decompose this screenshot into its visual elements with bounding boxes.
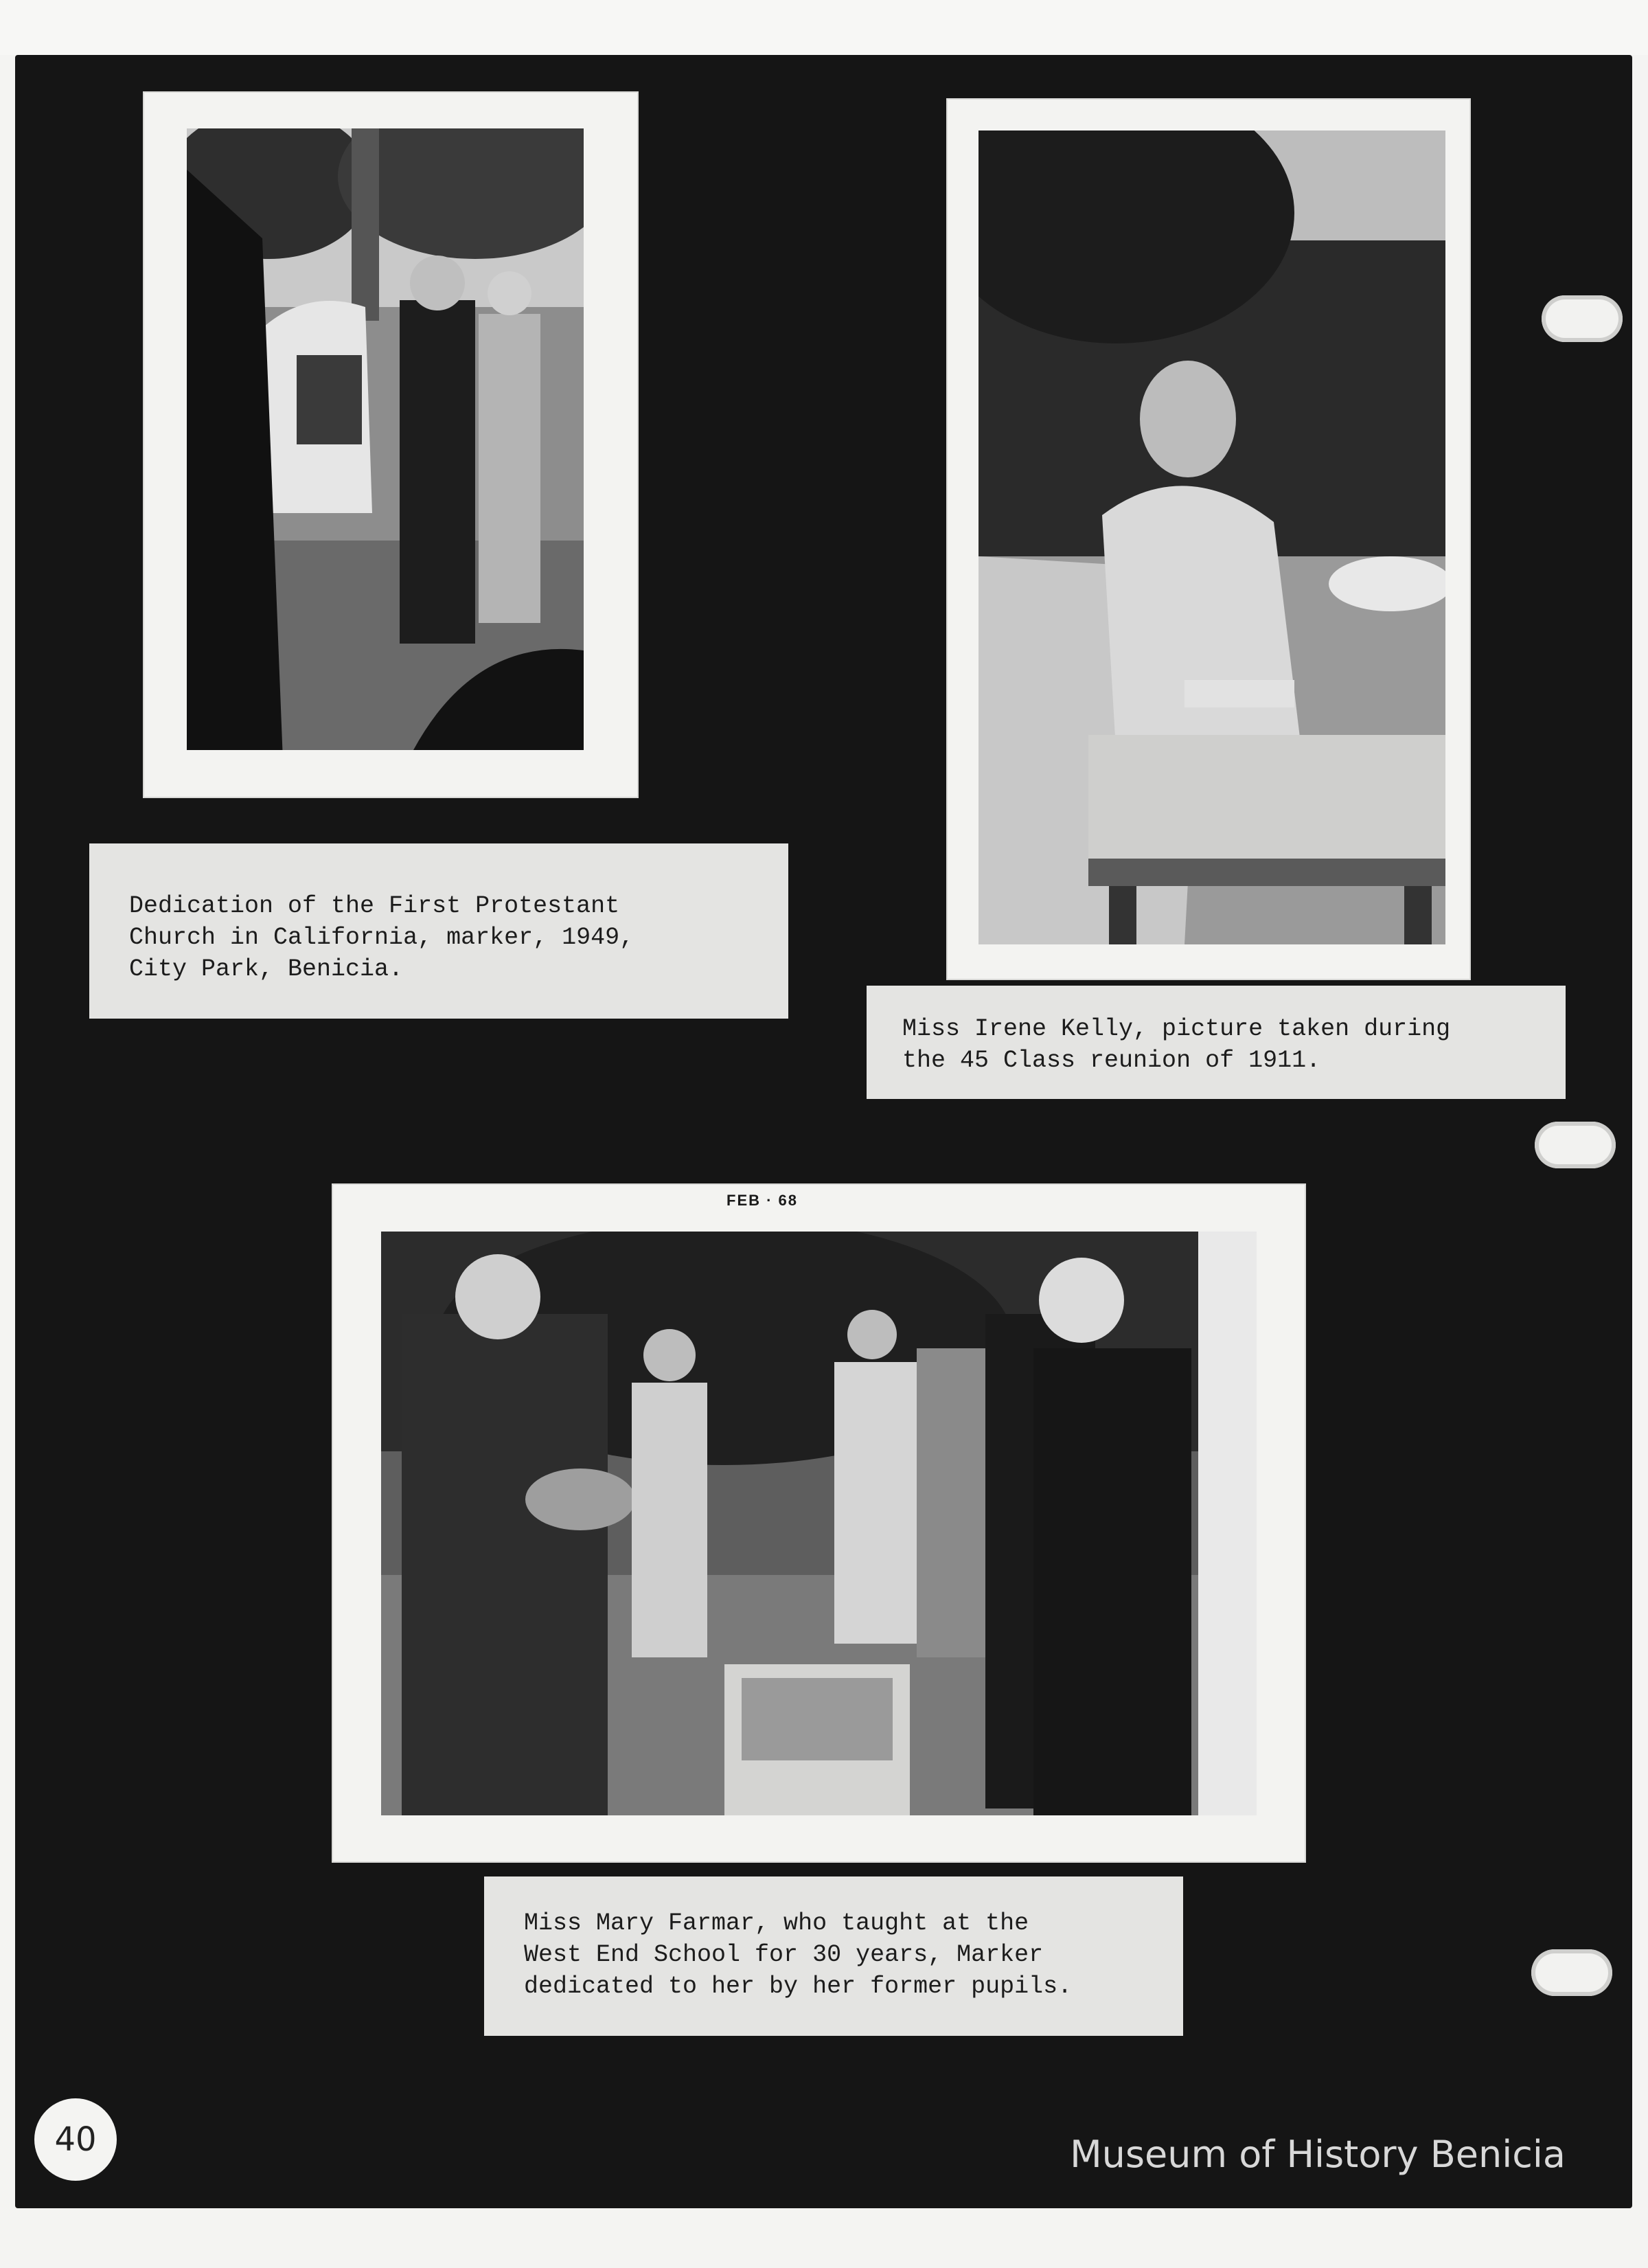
photo-irene-kelly: [948, 100, 1469, 979]
photo-church-marker-dedication: [144, 93, 637, 797]
caption-irene-kelly-line-2: the 45 Class reunion of 1911.: [902, 1047, 1321, 1074]
caption-irene-kelly: [867, 986, 1566, 1099]
caption-mary-farmar-line-1: Miss Mary Farmar, who taught at the: [524, 1909, 1029, 1937]
caption-church-marker-line-2: Church in California, marker, 1949,: [129, 924, 634, 951]
caption-mary-farmar-line-3: dedicated to her by her former pupils.: [524, 1973, 1073, 2000]
caption-mary-farmar: [484, 1876, 1183, 2036]
photo-mary-farmar-image: [381, 1232, 1257, 1815]
caption-church-marker-line-1: Dedication of the First Protestant: [129, 892, 620, 920]
punch-hole-middle: [1535, 1122, 1616, 1168]
photo-irene-kelly-image: [978, 131, 1445, 944]
photo-church-marker-image: [187, 128, 584, 750]
caption-church-marker-line-3: City Park, Benicia.: [129, 955, 404, 983]
punch-hole-top: [1542, 295, 1623, 342]
photo-mary-farmar: [333, 1185, 1305, 1861]
page-number: 40: [34, 2098, 117, 2181]
photo-date-stamp: FEB · 68: [726, 1192, 799, 1209]
caption-church-marker: [89, 843, 788, 1019]
page-top-edge: [0, 0, 1648, 55]
museum-watermark: Museum of History Benicia: [1070, 2133, 1566, 2176]
caption-mary-farmar-line-2: West End School for 30 years, Marker: [524, 1941, 1044, 1969]
punch-hole-bottom: [1531, 1949, 1612, 1996]
caption-irene-kelly-line-1: Miss Irene Kelly, picture taken during: [902, 1015, 1451, 1043]
